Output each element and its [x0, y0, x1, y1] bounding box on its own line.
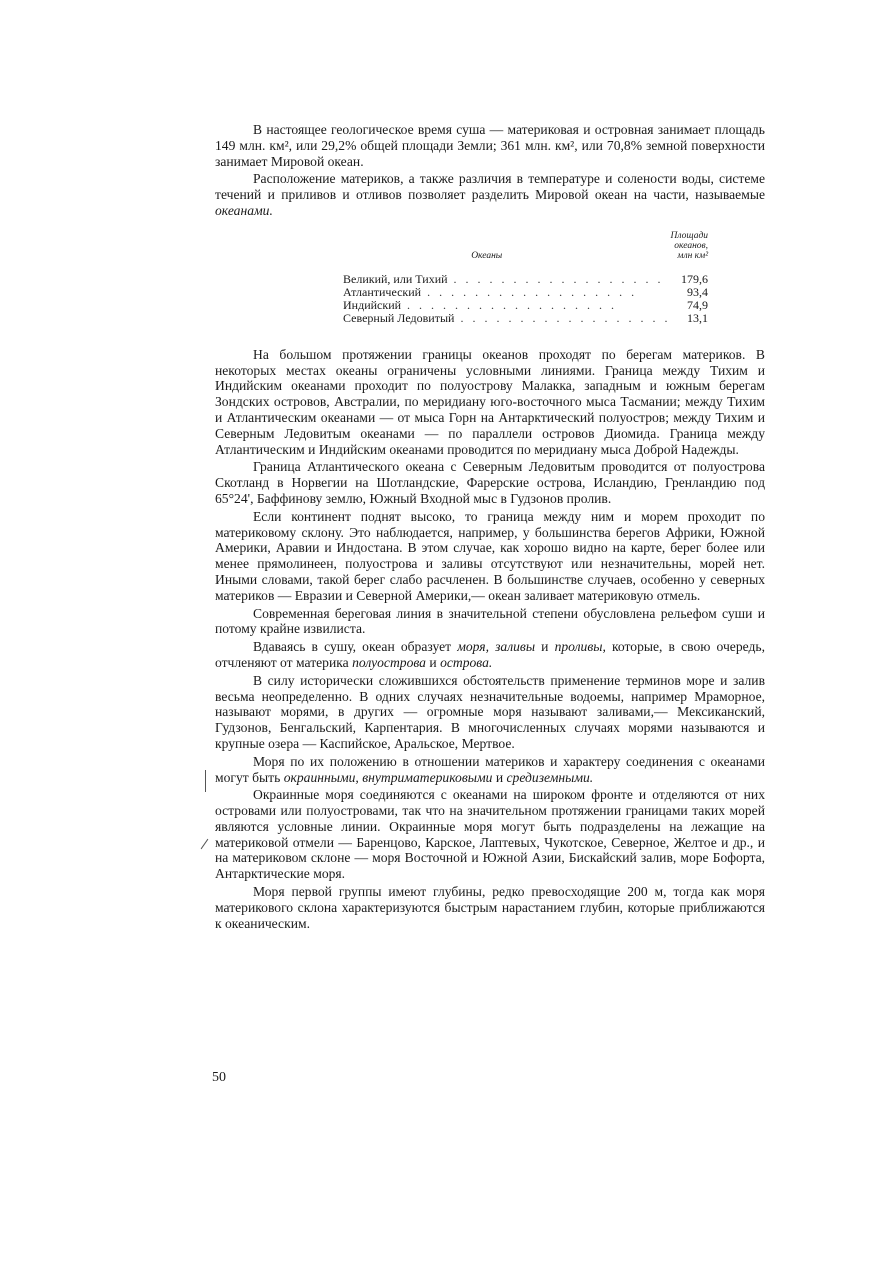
- term-marginal-inland: окраинными, внутриматериковыми: [283, 769, 493, 785]
- paragraph-borders: На большом протяжении границы океанов проходят по берегам материков. В некоторых местах океаны ограничены условными линиями. Граница между Тихим и Индийским океанами проходит по полуострову Малакка, западным и южным берегам Зондских островов, Австралии, по меридиану юго-восточного мыса Тасмании; между Тихим и Атлантическим океанами — от мыса Горн на Антарктический полуостров; между Тихим и Северным Ледовитым океанами — по параллели островов Диомида. Граница между Атлантическим и Индийским океанами проводится по меридиану мыса Доброй Надежды.: [215, 346, 765, 457]
- table-row: [343, 273, 708, 286]
- ocean-area: 13,1: [687, 310, 709, 325]
- ocean-area: 74,9: [687, 297, 709, 312]
- ocean-name-label: Северный Ледовитый: [343, 311, 455, 325]
- table-header-row: [343, 231, 708, 273]
- ocean-name-label: Индийский: [343, 298, 402, 312]
- text-fragment: и: [492, 769, 507, 785]
- ocean-name: [343, 273, 670, 286]
- term-oceans: океанами.: [215, 202, 273, 218]
- ocean-area: 179,6: [681, 271, 709, 286]
- text-fragment: которые, в свою очередь, отчленяют от материка: [215, 639, 765, 670]
- paragraph-sea-types: [215, 754, 765, 786]
- term-islands: острова.: [440, 654, 493, 670]
- intro-paragraph-1: В настоящее геологическое время суша — материковая и островная занимает площадь 149 млн. км², или 29,2% общей площади Земли; 361 млн. км², или 70,8% земной поверхности занимает Мировой океан.: [215, 122, 765, 169]
- table-header-oceans: Океаны: [471, 250, 503, 261]
- text-fragment: Моря по их положению в отношении материков и характеру соединения с океанами могут быть: [215, 753, 765, 785]
- paragraph-atlantic-border: Граница Атлантического океана с Северным Ледовитым проводится от полуострова Скотланд в Норвегии на Шотландские, Фарерские острова, Исландию, Гренландию под 65°24', Баффинову землю, Южный Входной мыс в Гудзонов пролив.: [215, 459, 765, 506]
- ocean-name: [343, 312, 670, 325]
- term-mediterranean: средиземными.: [506, 769, 594, 785]
- leader-dots: . . . . . . . . . . . . . . . . . .: [447, 272, 664, 286]
- paragraph-coastline: Современная береговая линия в значительной степени обусловлена рельефом суши и потому крайне извилиста.: [215, 605, 765, 637]
- paragraph-marginal-seas: Окраинные моря соединяются с океанами на широком фронте и отделяются от них островами или полуостровами, так что на значительном протяжении границами таких морей являются условные линии. Окраинные моря могут быть подразделены на лежащие на материковой отмели — Баренцово, Карское, Лаптевых, Чукотское, Северное, Желтое и др., и на материковом склоне — моря Восточной и Южной Азии, Бискайский залив, море Бофорта, Антарктические моря.: [215, 787, 765, 882]
- main-text-section: [215, 347, 765, 932]
- leader-dots: . . . . . . . . . . . . . . . . . .: [454, 311, 671, 325]
- term-peninsulas: полуострова: [352, 654, 426, 670]
- ocean-name-label: Атлантический: [343, 285, 422, 299]
- paragraph-sea-depths: Моря первой группы имеют глубины, редко превосходящие 200 м, тогда как моря материкового склона характеризуются быстрым нарастанием глубин, которые приближаются к океаническим.: [215, 884, 765, 931]
- page-number: 50: [212, 1070, 226, 1085]
- ocean-name: [343, 299, 670, 312]
- table-row: [343, 312, 708, 325]
- term-straits: проливы,: [554, 639, 606, 655]
- margin-pencil-mark: [205, 770, 206, 792]
- table-header-area: Площади океанов, млн км²: [670, 230, 709, 261]
- paragraph-seas-bays: [215, 639, 765, 671]
- margin-pencil-mark: [201, 839, 209, 849]
- ocean-area: 93,4: [687, 284, 709, 299]
- text-fragment: Вдаваясь в сушу, океан образует: [253, 639, 458, 655]
- oceans-area-table: [343, 231, 708, 325]
- intro-paragraph-2: [215, 171, 765, 218]
- intro-paragraph-2-text: Расположение материков, а также различия в температуре и солености воды, системе течений и приливов и отливов позволяет разделить Мировой океан на части, называемые: [215, 171, 765, 203]
- ocean-name: [343, 286, 670, 299]
- paragraph-terms-usage: В силу исторически сложившихся обстоятельств применение терминов море и залив весьма неопределенно. В одних случаях незначительные водоемы, например Мраморное, называют морями, в других — огромные моря называют заливами,— Мексиканский, Гудзонов, Бенгальский, Карпентария. В многочисленных случаях морями называются и крупные озера — Каспийское, Аральское, Мертвое.: [215, 672, 765, 751]
- intro-section: [215, 122, 765, 219]
- text-fragment: и: [425, 654, 441, 670]
- table-row: [343, 299, 708, 312]
- paragraph-continental-slope: Если континент поднят высоко, то граница между ним и морем проходит по материковому склону. Это наблюдается, например, у большинства берегов Африки, Южной Америки, Аравии и Индостана. В этом случае, как хорошо видно на карте, берег более или менее прямолинеен, полуострова и заливы отсутствуют или незначительны, морей нет. Иными словами, такой берег слабо расчленен. В большинстве случаев, особенно у северных материков — Евразии и Северной Америки,— океан заливает материковую отмель.: [215, 508, 765, 603]
- ocean-name-label: Великий, или Тихий: [343, 272, 448, 286]
- leader-dots: . . . . . . . . . . . . . . . . . .: [401, 298, 618, 312]
- page-content: [215, 122, 765, 931]
- table-body: [343, 273, 708, 325]
- text-fragment: и: [535, 639, 555, 655]
- leader-dots: . . . . . . . . . . . . . . . . . .: [421, 285, 638, 299]
- term-seas-bays: моря, заливы: [457, 639, 536, 655]
- table-row: [343, 286, 708, 299]
